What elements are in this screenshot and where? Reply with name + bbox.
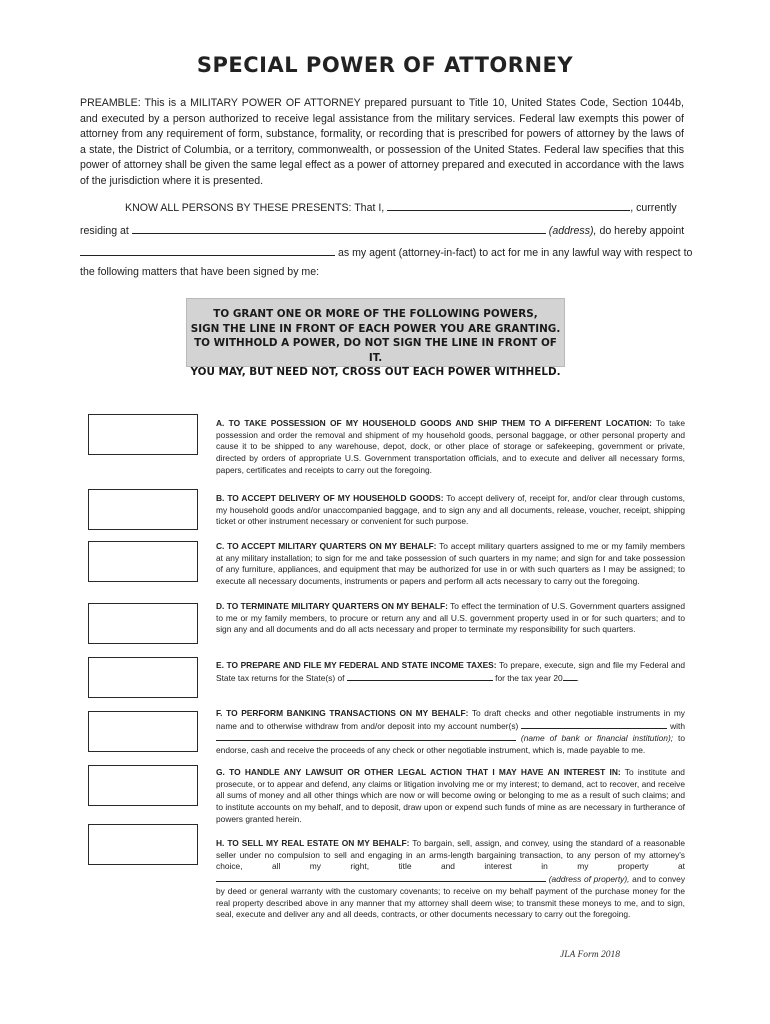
callout-line-2: SIGN THE LINE IN FRONT OF EACH POWER YOU ARE GRANTING. xyxy=(190,322,561,335)
know-all-text: KNOW ALL PERSONS BY THESE PRESENTS: That I, xyxy=(125,202,385,214)
item-c-heading: C. TO ACCEPT MILITARY QUARTERS ON MY BEHALF: xyxy=(216,541,437,551)
item-d-heading: D. TO TERMINATE MILITARY QUARTERS ON MY BEHALF: xyxy=(216,601,448,611)
preamble-text: This is a MILITARY POWER OF ATTORNEY prepared pursuant to Title 10, United States Code, Section 1044b, and executed by a person authorized to receive legal assistance from the military services. Federal law exempts this power of attorney from any requirement of form, substance, formality, or recording that is prescribed for powers of attorney by the laws of a state, the District of Columbia, or a territory, commonwealth, or possession of the United States. Federal law specifies that this power of attorney shall be given the same legal effect as a power of attorney prepared and executed in accordance with the laws of the jurisdiction where it is presented. xyxy=(80,97,684,187)
account-number-blank[interactable] xyxy=(521,720,667,729)
power-item-h xyxy=(216,838,685,921)
item-e-body-1: To prepare, execute, sign and file my Federal and State tax returns for the State(s) of xyxy=(216,660,685,683)
residing-row xyxy=(80,222,684,237)
bank-name-blank[interactable] xyxy=(216,732,516,741)
item-f-body-4: to endorse, cash and receive the proceeds of any check or other negotiable instrument, which is, made payable to me. xyxy=(216,733,685,756)
agent-row xyxy=(80,244,692,259)
instructions-callout xyxy=(186,298,565,379)
power-item-a xyxy=(216,418,685,477)
callout-line-1: TO GRANT ONE OR MORE OF THE FOLLOWING POWERS, xyxy=(213,308,538,320)
item-a-body: To take possession and order the removal and shipment of my household goods, personal baggage, or other personal property and cause it to be shipped to any warehouse, depot, dock, or other place of storage or safekeeping, government or private, directed by orders of appropriate U.S. Government transportation officials, and to execute and deliver all necessary forms, papers, certificates and receipts to carry out the foregoing. xyxy=(216,418,685,475)
callout-line-3: TO WITHHOLD A POWER, DO NOT SIGN THE LINE IN FRONT OF IT. xyxy=(194,337,557,364)
preamble xyxy=(80,96,684,190)
item-e-body-3: . xyxy=(576,672,579,683)
item-b-heading: B. TO ACCEPT DELIVERY OF MY HOUSEHOLD GOODS: xyxy=(216,493,444,503)
signature-box-b[interactable] xyxy=(88,489,198,530)
signature-box-a[interactable] xyxy=(88,414,198,455)
power-item-g xyxy=(216,767,685,826)
item-h-body-3: and to convey by deed or general warranty with the customary covenants; to receive on my behalf payment of the purchase money for the real property described above in any manner that my attorney shall deem wise; to transmit these moneys to me, and to sign, seal, execute and deliver any and all deeds, contracts, or other documents necessary to carry out the foregoing. xyxy=(216,874,686,920)
item-h-heading: H. TO SELL MY REAL ESTATE ON MY BEHALF: xyxy=(216,838,410,848)
property-address-blank[interactable] xyxy=(216,873,546,882)
item-a-heading: A. TO TAKE POSSESSION OF MY HOUSEHOLD GOODS AND SHIP THEM TO A DIFFERENT LOCATION: xyxy=(216,418,652,428)
item-e-heading: E. TO PREPARE AND FILE MY FEDERAL AND STATE INCOME TAXES: xyxy=(216,660,497,670)
agent-name-blank[interactable] xyxy=(80,244,335,256)
item-h-body-2: (address of property), xyxy=(548,874,630,885)
signature-box-e[interactable] xyxy=(88,657,198,698)
form-footer: JLA Form 2018 xyxy=(560,950,620,960)
item-d-body: To effect the termination of U.S. Government quarters assigned to me or my family members, to procure or return any and all U.S. government property used in or for such quarters; and to sign any and all documents and do all acts necessary and proper to terminate my responsibility for such quarters. xyxy=(216,601,685,635)
callout-line-4: YOU MAY, BUT NEED NOT, CROSS OUT EACH POWER WITHHELD. xyxy=(190,366,561,379)
signature-box-g[interactable] xyxy=(88,765,198,806)
item-f-body-2: with xyxy=(670,720,686,731)
item-g-body: To institute and prosecute, or to appear and defend, any claims or litigation involving me or my interest; to demand, act to recover, and receive all sums of money and all other things which are now or will become owing or belonging to me as a result of such claims; and to institute accounts on my behalf, and to deposit, draw upon or expend such funds of mine as are necessary in furtherance of powers granted herein. xyxy=(216,767,685,824)
residing-at-label: residing at xyxy=(80,225,129,237)
do-hereby-text: do hereby appoint xyxy=(599,225,685,237)
document-title: SPECIAL POWER OF ATTORNEY xyxy=(196,53,574,77)
power-item-c xyxy=(216,541,685,588)
item-e-body-2: for the tax year 20 xyxy=(495,672,563,683)
item-h-body-1: To bargain, sell, assign, and convey, using the standard of a reasonable seller under no compulsion to sell and engaging in an arms-length bargaining transaction, to any person of my attorney's choice, all my right, title and interest in my property at xyxy=(216,838,686,872)
power-item-f xyxy=(216,708,685,757)
signature-box-h[interactable] xyxy=(88,824,198,865)
know-all-row xyxy=(125,199,677,214)
item-b-body: To accept delivery of, receipt for, and/or clear through customs, my household goods and/or unaccompanied baggage, and to sign any and all documents, release, voucher, receipt, shipping ticket or other instrument necessary or convenient for such purpose. xyxy=(216,493,685,527)
item-f-body-1: To draft checks and other negotiable instruments in my name and to otherwise withdraw from and/or deposit into my account number(s) xyxy=(216,708,685,731)
currently-text: , currently xyxy=(630,202,677,214)
signature-box-f[interactable] xyxy=(88,711,198,752)
tax-year-blank[interactable] xyxy=(563,672,577,681)
address-label: (address), xyxy=(548,225,597,237)
grantor-name-blank[interactable] xyxy=(387,199,630,211)
item-c-body: To accept military quarters assigned to me or my family members at any military installation; to sign for me and take possession of such quarters in my name; and sign for and take possession of any furniture, appliances, and equipment that may be authorized for use in or with such quarters as I may be assigned; to execute all necessary documents, instruments or papers and perform all acts necessary to carry out the foregoing. xyxy=(216,541,685,587)
power-item-d xyxy=(216,601,685,636)
power-item-b xyxy=(216,493,685,528)
as-my-agent-text: as my agent (attorney-in-fact) to act for me in any lawful way with respect to xyxy=(337,247,693,259)
following-matters-text: the following matters that have been signed by me: xyxy=(80,266,320,278)
preamble-lead: PREAMBLE: xyxy=(80,97,141,109)
item-g-heading: G. TO HANDLE ANY LAWSUIT OR OTHER LEGAL ACTION THAT I MAY HAVE AN INTEREST IN: xyxy=(216,767,621,777)
tax-state-blank[interactable] xyxy=(347,672,493,681)
item-f-body-3: (name of bank or financial institution); xyxy=(520,733,674,744)
item-f-heading: F. TO PERFORM BANKING TRANSACTIONS ON MY BEHALF: xyxy=(216,708,469,718)
signature-box-d[interactable] xyxy=(88,603,198,644)
power-item-e xyxy=(216,660,685,684)
signature-box-c[interactable] xyxy=(88,541,198,582)
residing-address-blank[interactable] xyxy=(132,222,546,234)
